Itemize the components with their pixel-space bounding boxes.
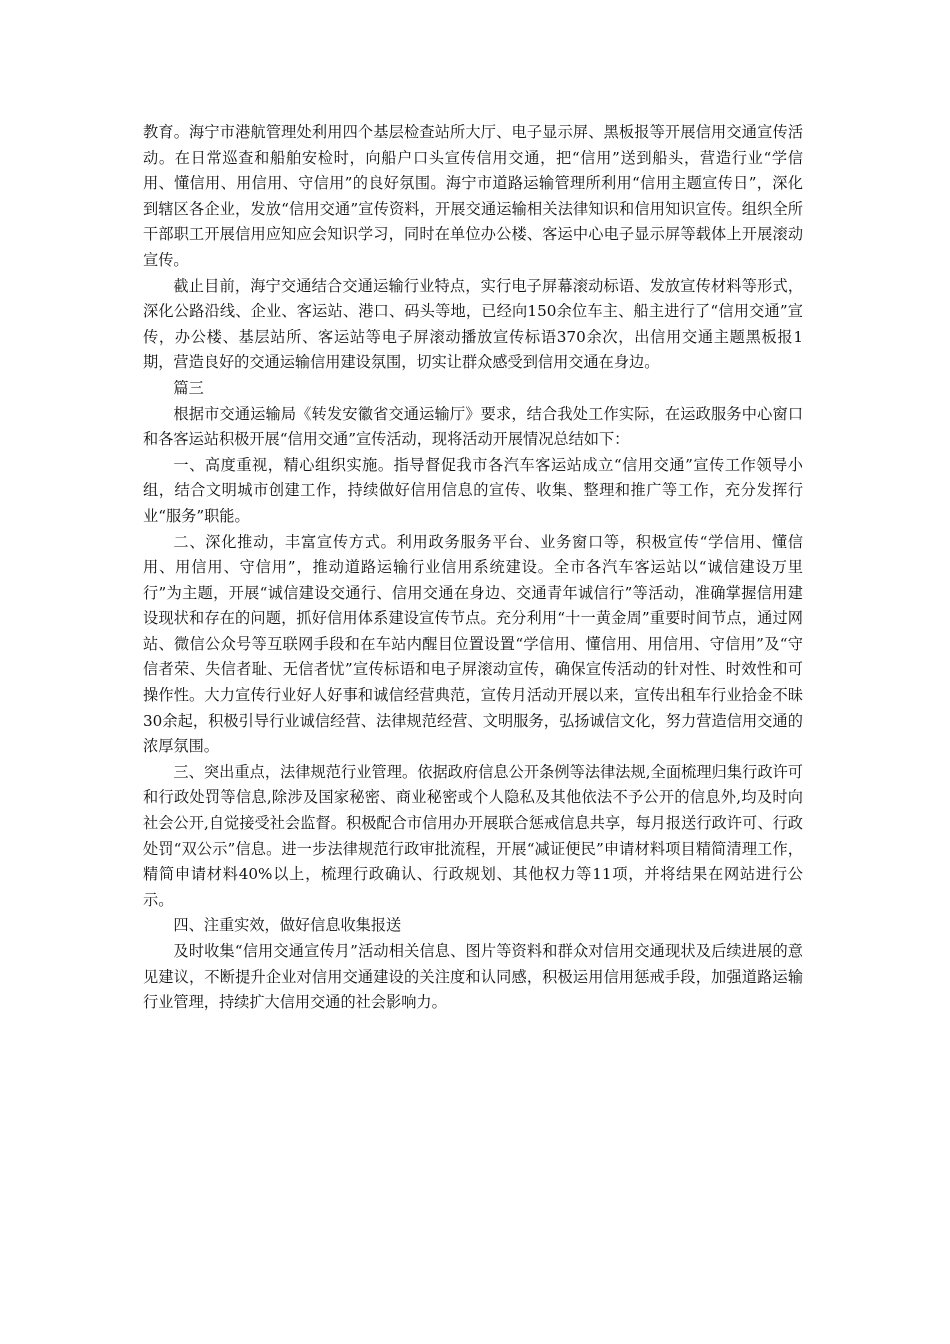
paragraph-point-one: 一、高度重视，精心组织实施。指导督促我市各汽车客运站成立“信用交通”宣传工作领导小组，结合文明城市创建工作，持续做好信用信息的宣传、收集、整理和推广等工作，充分发挥行业“服务”职能。 (143, 455, 803, 525)
section-heading-part-three: 篇三 (173, 378, 204, 397)
paragraph-point-four-body: 及时收集“信用交通宣传月”活动相关信息、图片等资料和群众对信用交通现状及后续进展的意见建议，不断提升企业对信用交通建设的关注度和认同感，积极运用信用惩戒手段，加强道路运输行业管理，持续扩大信用交通的社会影响力。 (143, 942, 803, 1012)
paragraph-point-three: 三、突出重点，法律规范行业管理。依据政府信息公开条例等法律法规,全面梳理归集行政许可和行政处罚等信息,除涉及国家秘密、商业秘密或个人隐私及其他依法不予公开的信息外,均及时向社会公开,自觉接受社会监督。积极配合市信用办开展联合惩戒信息共享，每月报送行政许可、行政处罚“双公示”信息。进一步法律规范行政审批流程，开展“减证便民”申请材料项目精简清理工作，精简申请材料40%以上，梳理行政确认、行政规划、其他权力等11项，并将结果在网站进行公示。 (143, 762, 803, 909)
document-body (143, 120, 803, 1016)
paragraph-point-four-heading: 四、注重实效，做好信息收集报送 (173, 916, 402, 935)
paragraph-summary: 截止目前，海宁交通结合交通运输行业特点，实行电子屏幕滚动标语、发放宣传材料等形式，深化公路沿线、企业、客运站、港口、码头等地，已经向150余位车主、船主进行了“信用交通”宣传，办公楼、基层站所、客运站等电子屏滚动播放宣传标语370余次，出信用交通主题黑板报1期，营造良好的交通运输信用建设氛围，切实让群众感受到信用交通在身边。 (143, 276, 803, 372)
paragraph-point-two: 二、深化推动，丰富宣传方式。利用政务服务平台、业务窗口等，积极宣传“学信用、懂信用、用信用、守信用”，推动道路运输行业信用系统建设。全市各汽车客运站以“诚信建设万里行”为主题，开展“诚信建设交通行、信用交通在身边、交通青年诚信行”等活动，准确掌握信用建设现状和存在的问题，抓好信用体系建设宣传节点。充分利用“十一黄金周”重要时间节点，通过网站、微信公众号等互联网手段和在车站内醒目位置设置“学信用、懂信用、用信用、守信用”及“守信者荣、失信者耻、无信者忧”宣传标语和电子屏滚动宣传，确保宣传活动的针对性、时效性和可操作性。大力宣传行业好人好事和诚信经营典范，宣传月活动开展以来，宣传出租车行业拾金不昧30余起，积极引导行业诚信经营、法律规范经营、文明服务，弘扬诚信文化，努力营造信用交通的浓厚氛围。 (143, 532, 803, 756)
paragraph-intro: 根据市交通运输局《转发安徽省交通运输厅》要求，结合我处工作实际，在运政服务中心窗口和各客运站积极开展“信用交通”宣传活动，现将活动开展情况总结如下： (143, 404, 803, 449)
paragraph-continuation: 教育。海宁市港航管理处利用四个基层检查站所大厅、电子显示屏、黑板报等开展信用交通宣传活动。在日常巡查和船舶安检时，向船户口头宣传信用交通，把“信用”送到船头，营造行业“学信用、懂信用、用信用、守信用”的良好氛围。海宁市道路运输管理所利用“信用主题宣传日”，深化到辖区各企业，发放“信用交通”宣传资料，开展交通运输相关法律知识和信用知识宣传。组织全所干部职工开展信用应知应会知识学习，同时在单位办公楼、客运中心电子显示屏等载体上开展滚动宣传。 (143, 123, 803, 269)
